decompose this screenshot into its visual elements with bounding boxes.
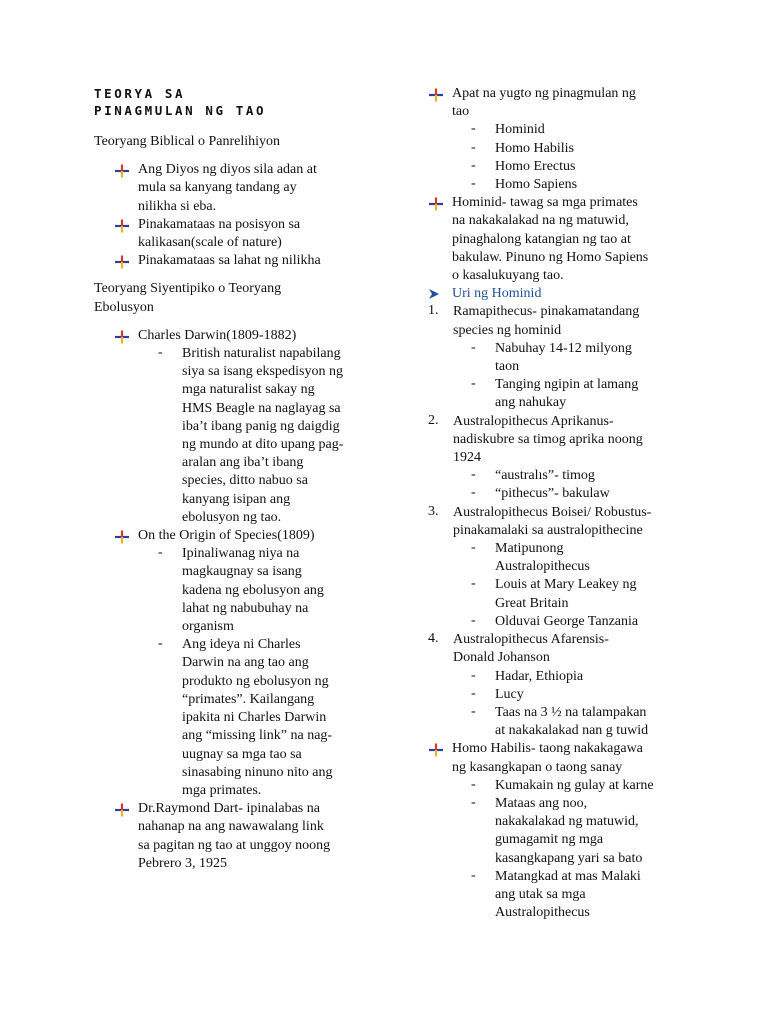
bullet-item-apat: Apat na yugto ng pinagmulan ng tao [428, 85, 678, 121]
dash-item: - Homo Erectus [471, 157, 576, 174]
numbered-item: 1. Ramapithecus- pinakamatandang species ng hominid [428, 303, 640, 338]
numbered-item: 4. Australopithecus Afarensis- Donald Johanson [428, 631, 609, 666]
dash-item: - Nabuhay 14-12 milyong taon [471, 339, 632, 375]
dash-item: - Matangkad at mas Malaki ang utak sa mga Australopithecus [471, 867, 641, 921]
dash-item: - Taas na 3 ½ na talampakan at nakakalakad nan g tuwid [471, 703, 649, 739]
bullet-cross-icon [114, 219, 130, 233]
bullet-item-dart: Dr.Raymond Dart- ipinalabas na nahanap na ang nawawalang link sa pagitan ng tao at unggoy noong Pebrero 3, 1925 [114, 800, 394, 873]
bullet-cross-icon [428, 743, 444, 757]
left-column [94, 85, 394, 873]
numbered-item: 2. Australopithecus Aprikanus- nadiskubre sa timog aprika noong 1924 [428, 412, 643, 466]
bullet-item-habilis: Homo Habilis- taong nakakagawa ng kasangkapan o taong sanay [428, 740, 678, 776]
page-title: TEORYA SA PINAGMULAN NG TAO [94, 86, 267, 118]
bullet-item-hominid: Hominid- tawag sa mga primates na nakakalakad na ng matuwid, pinaghalong katangian ng tao at bakulaw. Pinuno ng Homo Sapiens o kasalukuyang tao. [428, 194, 678, 285]
dash-item: - Hadar, Ethiopia [471, 667, 584, 684]
bullet-item: Ang Diyos ng diyos sila adan at mula sa kanyang tandang ay nilikha si eba. [114, 161, 394, 216]
dash-item: - Ipinaliwanag niya na magkaugnay sa isang kadena ng ebolusyon ang lahat ng nabubuhay na organism [158, 545, 324, 635]
dash-item: - Homo Sapiens [471, 176, 578, 193]
bullet-item: Pinakamataas sa lahat ng nilikha [114, 252, 394, 270]
bullet-cross-icon [428, 88, 444, 102]
section-siyentipiko: Teoryang Siyentipiko o Teoryang Ebolusyon [94, 281, 282, 315]
bullet-cross-icon [114, 803, 130, 817]
dash-item: - Louis at Mary Leakey ng Great Britain [471, 576, 637, 611]
dash-item: - British naturalist napabilang siya sa isang ekspedisyon ng mga naturalist sakay ng HMS Beagle na naglayag sa iba’t ibang panig ng daigdig ng mundo at dito upang pag- aralan ang iba’t ibang species, ditto nabuo sa kanyang isipan ang ebolusyon ng tao. [158, 345, 344, 525]
bullet-item-darwin: Charles Darwin(1809-1882) [114, 327, 394, 345]
dash-item: - Homo Habilis [471, 139, 574, 156]
dash-item: - Ang ideya ni Charles Darwin na ang tao ang produkto ng ebolusyon ng “primates”. Kailangang ipakita ni Charles Darwin ang “missing link” na nag- uugnay sa mga tao sa sinasabing ninuno nito ang mga primates. [158, 636, 333, 798]
right-column [428, 85, 678, 922]
numbered-item: 3. Australopithecus Boisei/ Robustus- pinakamalaki sa australopithecine [428, 503, 652, 538]
bullet-cross-icon [114, 530, 130, 544]
section-biblical: Teoryang Biblical o Panrelihiyon [94, 134, 281, 149]
bullet-cross-icon [428, 197, 444, 211]
bullet-cross-icon [114, 330, 130, 344]
dash-item: - Olduvai George Tanzania [471, 612, 639, 629]
bullet-cross-icon [114, 164, 130, 178]
dash-item: - Matipunong Australopithecus [471, 540, 590, 575]
heading-uri-ng-hominid: Uri ng Hominid [428, 285, 678, 303]
arrow-bullet-icon [428, 288, 440, 300]
dash-item: - Hominid [471, 121, 545, 138]
bullet-item-origin: On the Origin of Species(1809) [114, 527, 394, 545]
dash-item: - Kumakain ng gulay at karne [471, 776, 654, 793]
dash-item: - “pithecus”- bakulaw [471, 485, 610, 502]
dash-item: - “australıs”- timog [471, 467, 595, 484]
dash-item: - Mataas ang noo, nakakalakad ng matuwid, gumagamit ng mga kasangkapang yari sa bato [471, 794, 643, 866]
bullet-cross-icon [114, 255, 130, 269]
dash-item: - Tanging ngipin at lamang ang nahukay [471, 376, 639, 411]
dash-item: - Lucy [471, 685, 524, 702]
bullet-item: Pinakamataas na posisyon sa kalikasan(scale of nature) [114, 216, 394, 252]
